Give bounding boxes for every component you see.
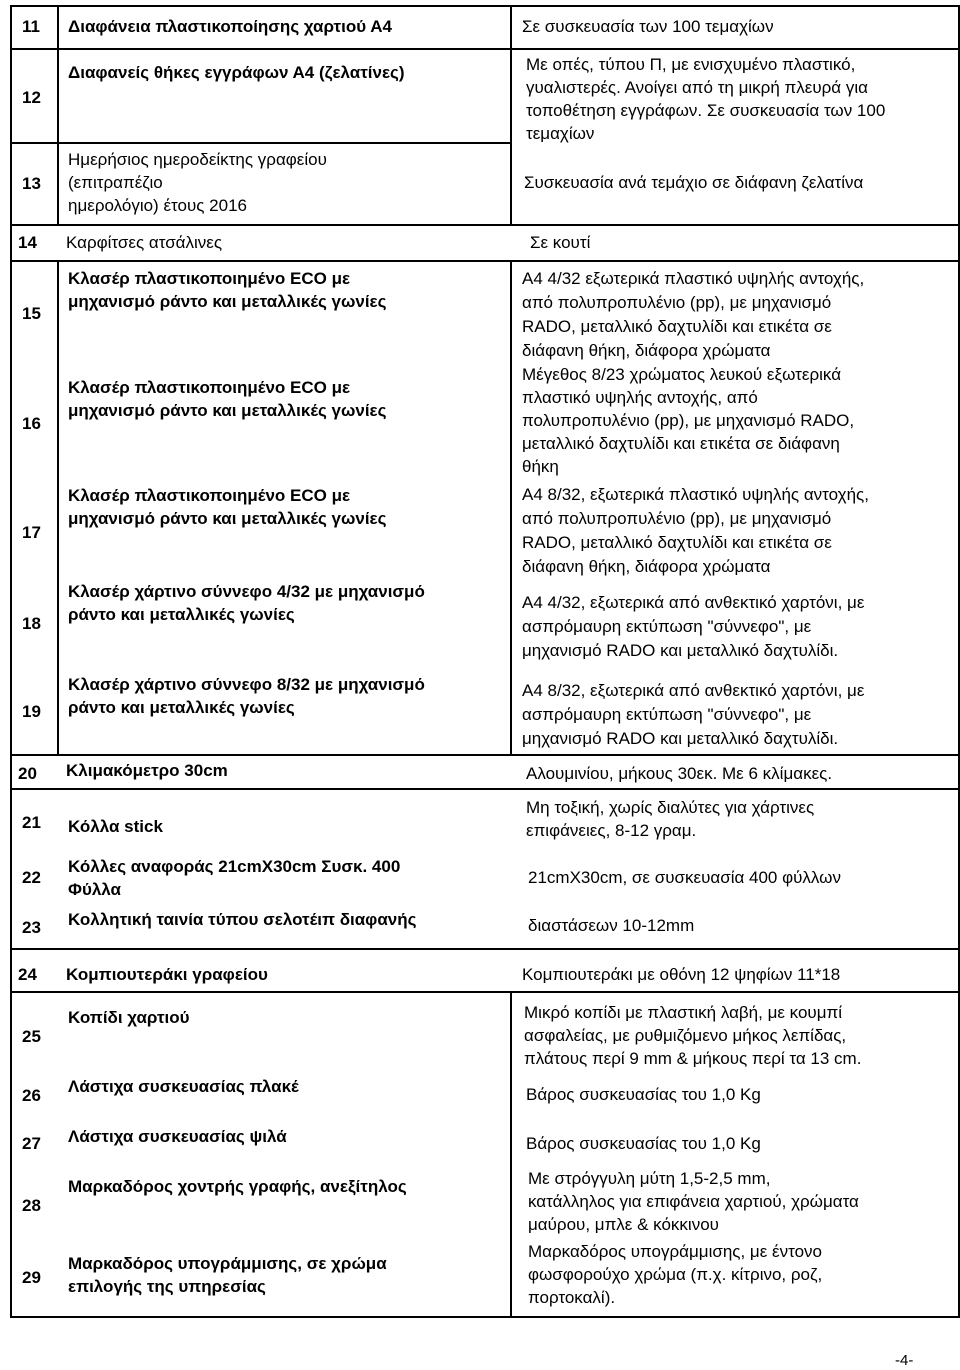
- row-number: 13: [22, 174, 41, 193]
- item-spec: Κομπιουτεράκι με οθόνη 12 ψηφίων 11*18: [522, 965, 841, 984]
- item-name: Κλασέρ πλαστικοποιημένο ECO με: [68, 486, 351, 505]
- row-number: 27: [22, 1134, 41, 1153]
- item-spec: Σε συσκευασία των 100 τεμαχίων: [522, 17, 774, 36]
- row-number: 11: [22, 17, 40, 36]
- item-name: ημερολόγιο) έτους 2016: [68, 196, 247, 215]
- item-spec: Σε κουτί: [530, 233, 591, 252]
- row-number: 21: [22, 813, 41, 832]
- item-spec: ασπρόμαυρη εκτύπωση "σύννεφο", με: [522, 705, 812, 724]
- row-number: 28: [22, 1196, 41, 1215]
- item-spec: ασφαλείας, με ρυθμιζόμενο μήκος λεπίδας,: [524, 1026, 847, 1045]
- item-spec: ασπρόμαυρη εκτύπωση "σύννεφο", με: [522, 617, 812, 636]
- item-spec: διαστάσεων 10-12mm: [528, 916, 695, 935]
- table-rule: [10, 142, 510, 144]
- item-name: Κοπίδι χαρτιού: [68, 1008, 190, 1027]
- item-spec: Α4 8/32, εξωτερικά πλαστικό υψηλής αντοχής,: [522, 485, 869, 504]
- item-name: Φύλλα: [68, 880, 122, 899]
- table-rule: [10, 1316, 960, 1318]
- item-spec: πολυπροπυλένιο (pp), με μηχανισμό RADO,: [522, 411, 855, 430]
- table-rule: [10, 224, 960, 226]
- item-spec: μαύρου, μπλε & κόκκινου: [528, 1215, 719, 1234]
- item-spec: Βάρος συσκευασίας του 1,0 Kg: [526, 1134, 761, 1153]
- table-rule: [10, 788, 960, 790]
- row-number: 29: [22, 1268, 41, 1287]
- row-number: 16: [22, 414, 41, 433]
- item-spec: τεμαχίων: [526, 124, 595, 143]
- item-name: Κομπιουτεράκι γραφείου: [66, 965, 268, 984]
- item-spec: Μικρό κοπίδι με πλαστική λαβή, με κουμπί: [524, 1003, 843, 1022]
- item-spec: κατάλληλος για επιφάνεια χαρτιού, χρώματα: [528, 1192, 859, 1211]
- item-spec: μηχανισμό RADO και μεταλλικό δαχτυλίδι.: [522, 641, 839, 660]
- item-spec: από πολυπροπυλένιο (pp), με μηχανισμό: [522, 293, 832, 312]
- row-number: 15: [22, 304, 41, 323]
- item-name: επιλογής της υπηρεσίας: [68, 1277, 266, 1296]
- item-name: ράντο και μεταλλικές γωνίες: [68, 605, 295, 624]
- item-spec: Αλουμινίου, μήκους 30εκ. Με 6 κλίμακες.: [526, 764, 833, 783]
- table-rule: [57, 48, 59, 226]
- item-name: Κλασέρ χάρτινο σύννεφο 8/32 με μηχανισμό: [68, 675, 425, 694]
- item-name: μηχανισμό ράντο και μεταλλικές γωνίες: [68, 292, 387, 311]
- table-rule: [10, 991, 960, 993]
- item-name: Κόλλα stick: [68, 817, 163, 836]
- table-rule: [10, 48, 960, 50]
- item-name: Λάστιχα συσκευασίας πλακέ: [68, 1077, 299, 1096]
- item-spec: διάφανη θήκη, διάφορα χρώματα: [522, 557, 771, 576]
- item-spec: θήκη: [522, 457, 559, 476]
- table-rule: [10, 754, 960, 756]
- item-spec: RADO, μεταλλικό δαχτυλίδι και ετικέτα σε: [522, 533, 832, 552]
- item-spec: μεταλλικό δαχτυλίδι και ετικέτα σε διάφανη: [522, 434, 840, 453]
- item-spec: διάφανη θήκη, διάφορα χρώματα: [522, 341, 771, 360]
- row-number: 24: [18, 965, 37, 984]
- table-rule: [10, 260, 960, 262]
- row-number: 17: [22, 523, 41, 542]
- item-spec: μηχανισμό RADO και μεταλλικό δαχτυλίδι.: [522, 729, 839, 748]
- row-number: 20: [18, 764, 37, 783]
- item-spec: Με στρόγγυλη μύτη 1,5-2,5 mm,: [528, 1169, 771, 1188]
- table-rule: [57, 5, 59, 49]
- item-name: Μαρκαδόρος χοντρής γραφής, ανεξίτηλος: [68, 1177, 407, 1196]
- item-name: Ημερήσιος ημεροδείκτης γραφείου: [68, 150, 327, 169]
- item-spec: Μέγεθος 8/23 χρώματος λευκού εξωτερικά: [522, 365, 842, 384]
- table-rule: [57, 260, 59, 756]
- item-spec: Α4 4/32 εξωτερικά πλαστικό υψηλής αντοχής,: [522, 269, 865, 288]
- item-name: Κλιμακόμετρο 30cm: [66, 761, 228, 780]
- row-number: 14: [18, 233, 37, 252]
- table-rule: [510, 5, 512, 49]
- item-spec: Συσκευασία ανά τεμάχιο σε διάφανη ζελατίνα: [524, 173, 864, 192]
- item-name: Καρφίτσες ατσάλινες: [66, 233, 223, 252]
- item-spec: Με οπές, τύπου Π, με ενισχυμένο πλαστικό,: [526, 55, 856, 74]
- item-name: μηχανισμό ράντο και μεταλλικές γωνίες: [68, 401, 387, 420]
- table-rule: [10, 5, 960, 7]
- row-number: 18: [22, 614, 41, 633]
- item-name: Κλασέρ πλαστικοποιημένο ECO με: [68, 269, 351, 288]
- item-name: μηχανισμό ράντο και μεταλλικές γωνίες: [68, 509, 387, 528]
- item-name: Κλασέρ πλαστικοποιημένο ECO με: [68, 378, 351, 397]
- item-spec: Α4 8/32, εξωτερικά από ανθεκτικό χαρτόνι, με: [522, 681, 865, 700]
- item-spec: πορτοκαλί).: [528, 1288, 616, 1307]
- item-spec: φωσφορούχο χρώμα (π.χ. κίτρινο, ροζ,: [528, 1265, 823, 1284]
- item-name: Διαφάνεια πλαστικοποίησης χαρτιού Α4: [68, 17, 392, 36]
- row-number: 12: [22, 88, 41, 107]
- page-number: -4-: [895, 1352, 914, 1369]
- item-name: Μαρκαδόρος υπογράμμισης, σε χρώμα: [68, 1254, 387, 1273]
- table-rule: [10, 5, 12, 1318]
- item-name: Κλασέρ χάρτινο σύννεφο 4/32 με μηχανισμό: [68, 582, 425, 601]
- item-name: (επιτραπέζιο: [68, 173, 163, 192]
- item-name: Λάστιχα συσκευασίας ψιλά: [68, 1127, 287, 1146]
- row-number: 23: [22, 918, 41, 937]
- item-spec: RADO, μεταλλικό δαχτυλίδι και ετικέτα σε: [522, 317, 832, 336]
- row-number: 25: [22, 1027, 41, 1046]
- item-spec: γυαλιστερές. Ανοίγει από τη μικρή πλευρά για: [526, 78, 868, 97]
- item-name: Κόλλες αναφοράς 21cmX30cm Συσκ. 400: [68, 857, 401, 876]
- row-number: 26: [22, 1086, 41, 1105]
- table-rule: [510, 260, 512, 756]
- table-rule: [10, 948, 960, 950]
- item-spec: Μαρκαδόρος υπογράμμισης, με έντονο: [528, 1242, 822, 1261]
- table-rule: [510, 991, 512, 1318]
- row-number: 19: [22, 702, 41, 721]
- item-spec: Α4 4/32, εξωτερικά από ανθεκτικό χαρτόνι, με: [522, 593, 865, 612]
- item-spec: τοποθέτηση εγγράφων. Σε συσκευασία των 100: [526, 101, 886, 120]
- item-spec: από πολυπροπυλένιο (pp), με μηχανισμό: [522, 509, 832, 528]
- row-number: 22: [22, 868, 41, 887]
- item-spec: πλάτους περί 9 mm & μήκους περί τα 13 cm.: [524, 1049, 862, 1068]
- item-spec: Βάρος συσκευασίας του 1,0 Kg: [526, 1085, 761, 1104]
- item-name: Κολλητική ταινία τύπου σελοτέιπ διαφανής: [68, 910, 417, 929]
- item-spec: επιφάνειες, 8-12 γραμ.: [526, 821, 697, 840]
- item-name: Διαφανείς θήκες εγγράφων Α4 (ζελατίνες): [68, 63, 405, 82]
- item-spec: Μη τοξική, χωρίς διαλύτες για χάρτινες: [526, 798, 815, 817]
- table-rule: [510, 48, 512, 226]
- item-spec: 21cmX30cm, σε συσκευασία 400 φύλλων: [528, 868, 841, 887]
- item-name: ράντο και μεταλλικές γωνίες: [68, 698, 295, 717]
- item-spec: πλαστικό υψηλής αντοχής, από: [522, 388, 758, 407]
